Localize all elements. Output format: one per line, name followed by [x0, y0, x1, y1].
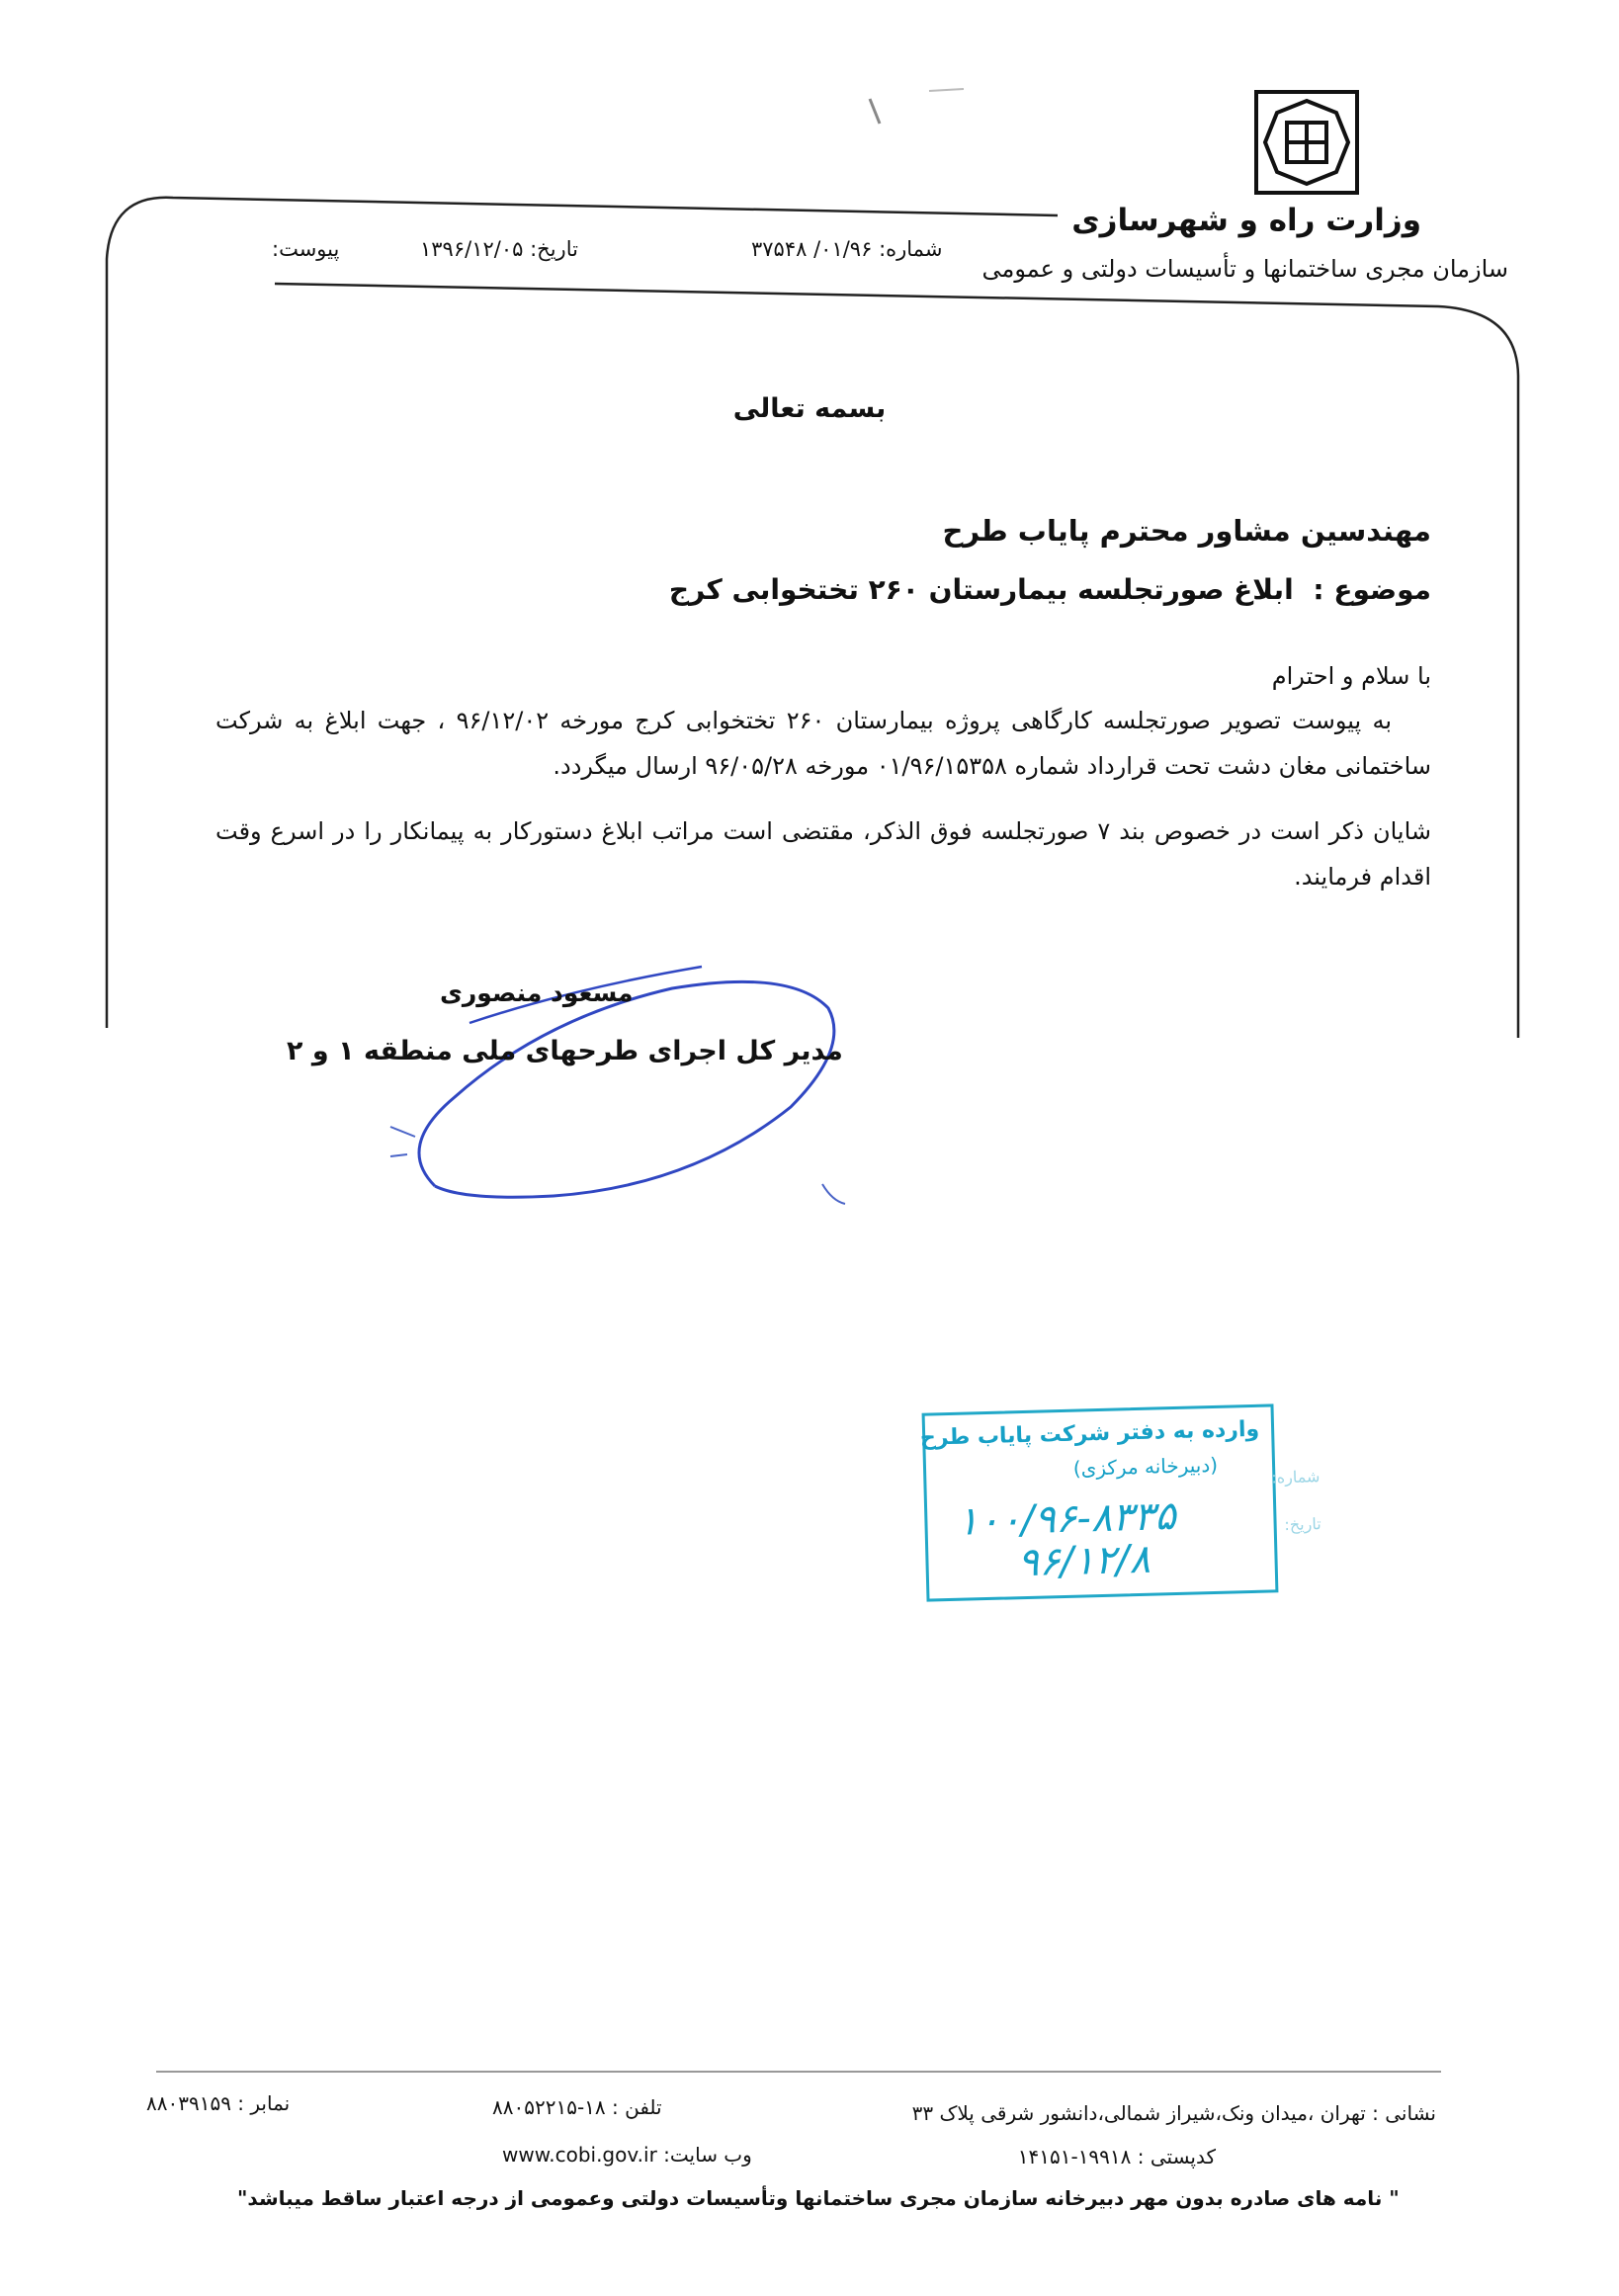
subject: [669, 573, 1431, 606]
recipient: مهندسین مشاور محترم پایاب طرح: [942, 514, 1431, 548]
footer-website: وب سایت: www.cobi.gov.ir: [502, 2143, 752, 2167]
body-paragraph-1: به پیوست تصویر صورتجلسه کارگاهی پروژه بیمارستان ۲۶۰ تختخوابی کرج مورخه ۹۶/۱۲/۰۲ ، جهت ابلاغ به شرکت ساختمانی مغان دشت تحت قرارداد شماره ۰۱/۹۶/۱۵۳۵۸ مورخه ۹۶/۰۵/۲۸ ارسال میگردد.: [215, 707, 1431, 780]
organization-name: سازمان مجری ساختمانها و تأسیسات دولتی و عمومی: [981, 255, 1508, 283]
footer-divider: [156, 2071, 1441, 2073]
subject-text: ابلاغ صورتجلسه بیمارستان ۲۶۰ تختخوابی کرج: [668, 573, 1294, 606]
footer-phone: تلفن : ۱۸-۸۸۰۵۲۲۱۵: [492, 2095, 662, 2119]
stamp-number: ۱۰۰/۹۶-۸۳۳۵: [956, 1493, 1177, 1545]
letter-number-value: ۰۱/۹۶/ ۳۷۵۴۸: [751, 237, 873, 261]
stamp-department: (دبیرخانه مرکزی): [1072, 1452, 1219, 1481]
footer-notice: " نامه های صادره بدون مهر دبیرخانه سازمان مجری ساختمانها وتأسیسات دولتی وعمومی از درجه اعتبار ساقط میباشد": [237, 2186, 1400, 2210]
invocation: بسمه تعالی: [732, 393, 887, 424]
stamp-date-label: تاریخ:: [1284, 1514, 1321, 1535]
stamp-date: ۹۶/۱۲/۸: [1016, 1536, 1151, 1586]
letter-date-label: تاریخ:: [530, 237, 578, 261]
letter-number-label: شماره:: [879, 237, 943, 261]
body-paragraph-2: شایان ذکر است در خصوص بند ۷ صورتجلسه فوق الذکر، مقتضی است مراتب ابلاغ دستورکار به پیمانکار را در اسرع وقت اقدام فرمایند.: [215, 817, 1431, 891]
footer-address: نشانی : تهران ،میدان ونک،شیراز شمالی،دانشور شرقی پلاک ۳۳: [911, 2101, 1436, 2125]
receipt-stamp: [919, 1403, 1321, 1601]
letter-date-value: ۱۳۹۶/۱۲/۰۵: [420, 237, 524, 261]
stamp-number-label: شماره:: [1271, 1467, 1321, 1488]
letter-attachment: پیوست:: [272, 237, 340, 261]
footer-postal-code: کدپستی : ۱۹۹۱۸-۱۴۱۵۱: [1017, 2145, 1216, 2168]
window-grid-logo-icon: [1253, 89, 1360, 196]
subject-label: موضوع :: [1313, 573, 1431, 606]
greeting: با سلام و احترام: [1271, 662, 1431, 690]
ministry-name: وزارت راه و شهرسازی: [1071, 203, 1421, 238]
signer-title: مدیر کل اجرای طرحهای ملی منطقه ۱ و ۲: [287, 1036, 843, 1066]
footer-fax: نمابر : ۸۸۰۳۹۱۵۹: [146, 2091, 291, 2115]
letter-date: [420, 237, 578, 261]
letter-number: [751, 237, 942, 261]
signer-name: مسعود منصوری: [440, 978, 634, 1007]
stamp-company: وارده به دفتر شرکت پایاب طرح: [919, 1416, 1260, 1451]
